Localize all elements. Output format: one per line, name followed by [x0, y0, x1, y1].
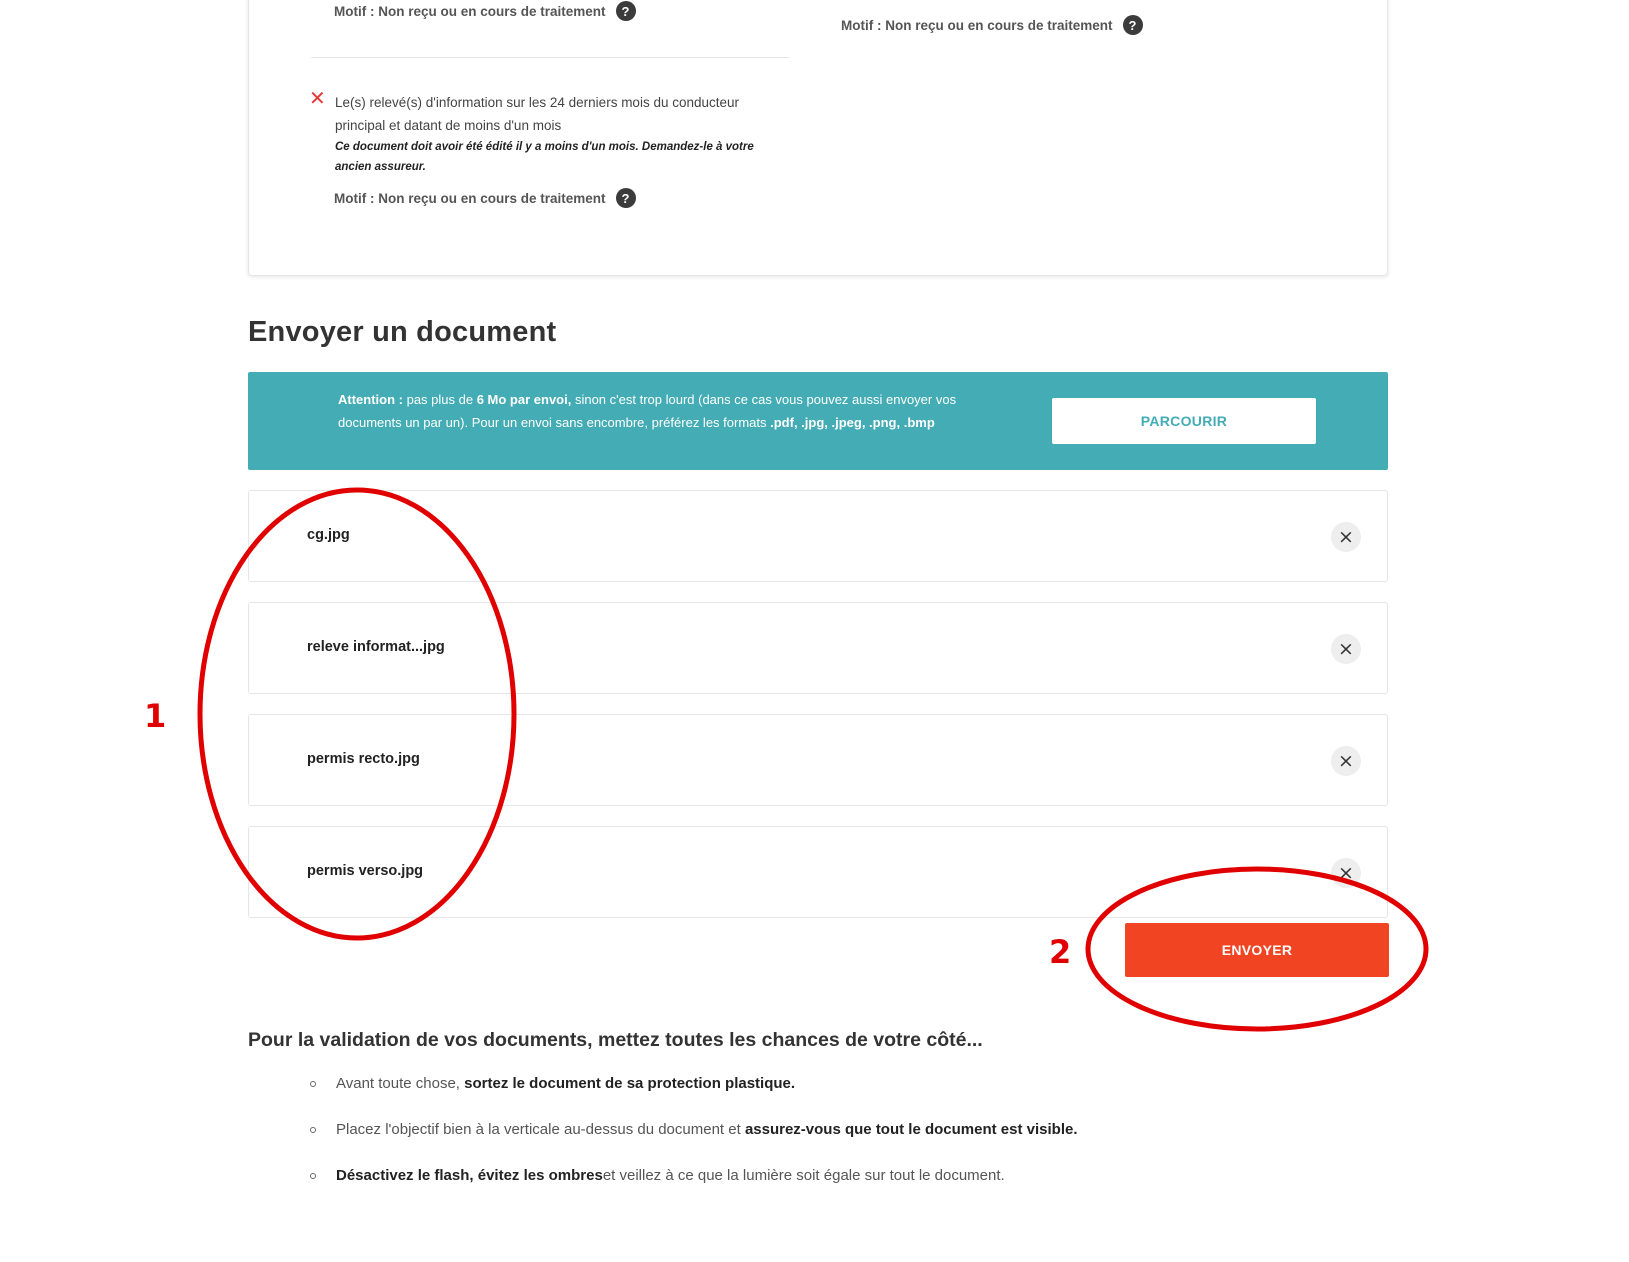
tips-title: Pour la validation de vos documents, mettez toutes les chances de votre côté...: [248, 1029, 983, 1051]
tip-bold: sortez le document de sa protection plastique.: [464, 1075, 796, 1092]
tip-bold: Désactivez le flash, évitez les ombres: [336, 1167, 603, 1184]
remove-file-button[interactable]: ×: [1331, 522, 1361, 552]
upload-info-banner: [248, 372, 1388, 470]
bullet-icon: [310, 1081, 316, 1087]
remove-file-button[interactable]: ×: [1331, 634, 1361, 664]
motif-status-right: [841, 15, 1143, 35]
file-name: permis recto.jpg: [307, 751, 420, 767]
requirements-card: [248, 0, 1388, 276]
file-row: [248, 714, 1388, 806]
file-row: [248, 602, 1388, 694]
file-name: releve informat...jpg: [307, 639, 445, 655]
remove-file-button[interactable]: ×: [1331, 746, 1361, 776]
help-icon[interactable]: ?: [616, 1, 636, 21]
tip-text: Placez l'objectif bien à la verticale au-dessus du document et: [336, 1121, 741, 1138]
annotation-label-2: 2: [1049, 933, 1072, 971]
motif-status-bottom: [334, 188, 636, 208]
requirement-line-2: principal et datant de moins d'un mois: [335, 118, 562, 133]
banner-text-2: sinon c'est trop lourd (dans ce cas vous pouvez aussi envoyer vos documents un par un). Pour un envoi sans encombre, préférez les formats: [338, 392, 957, 430]
missing-x-icon: ✕: [309, 88, 326, 110]
tip-bold: assurez-vous que tout le document est visible.: [744, 1121, 1078, 1138]
motif-status-left: [334, 1, 636, 21]
annotation-label-1: 1: [144, 697, 167, 735]
requirement-note: Ce document doit avoir été édité il y a moins d'un mois. Demandez-le à votre ancien assureur.: [335, 141, 754, 173]
banner-text: [338, 388, 978, 434]
remove-file-button[interactable]: ×: [1331, 858, 1361, 888]
tip-item: [310, 1167, 1005, 1184]
tip-item: [310, 1121, 1078, 1138]
divider: [311, 57, 789, 58]
motif-text: Motif : Non reçu ou en cours de traitement: [841, 17, 1113, 33]
banner-formats: .pdf, .jpg, .jpeg, .png, .bmp: [770, 415, 935, 430]
file-name: permis verso.jpg: [307, 863, 424, 879]
bullet-icon: [310, 1173, 316, 1179]
tip-text-after: et veillez à ce que la lumière soit égale sur tout le document.: [602, 1167, 1005, 1184]
section-title: Envoyer un document: [248, 316, 557, 348]
requirement-line-1: Le(s) relevé(s) d'information sur les 24 derniers mois du conducteur: [335, 95, 740, 110]
file-row: [248, 490, 1388, 582]
file-row: [248, 826, 1388, 918]
tip-text: Avant toute chose,: [336, 1075, 460, 1092]
help-icon[interactable]: ?: [616, 188, 636, 208]
file-name: cg.jpg: [307, 527, 350, 543]
tip-item: [310, 1075, 795, 1092]
bullet-icon: [310, 1127, 316, 1133]
banner-attention: Attention :: [338, 392, 403, 407]
motif-text: Motif : Non reçu ou en cours de traitement: [334, 190, 606, 206]
motif-text: Motif : Non reçu ou en cours de traitement: [334, 3, 606, 19]
browse-button[interactable]: PARCOURIR: [1052, 398, 1316, 444]
help-icon[interactable]: ?: [1123, 15, 1143, 35]
banner-text-1: pas plus de: [402, 392, 477, 407]
send-button[interactable]: ENVOYER: [1125, 923, 1389, 977]
requirement-text: [335, 91, 795, 137]
banner-limit: 6 Mo par envoi,: [476, 392, 572, 407]
